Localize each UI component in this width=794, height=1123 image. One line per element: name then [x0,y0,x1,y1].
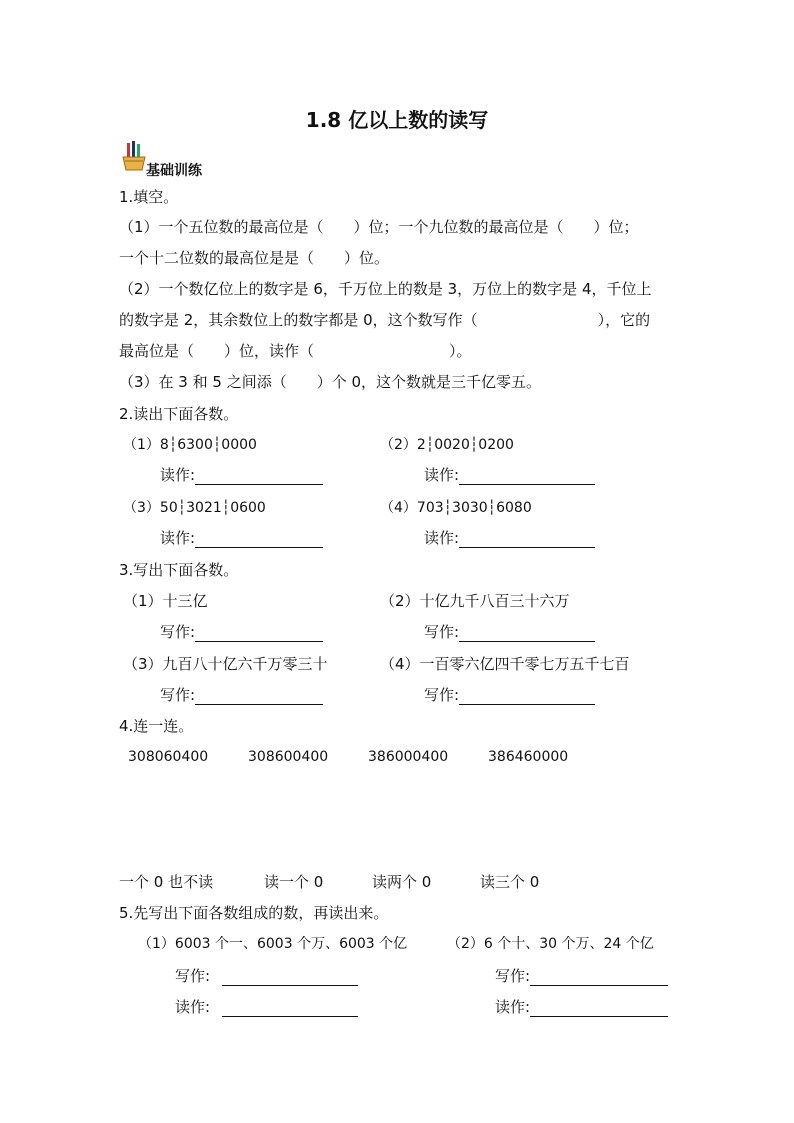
q4-option-4[interactable]: 读三个 0 [480,873,540,891]
q5-item-1: （1）6003 个一、6003 个万、6003 个亿 [138,936,408,952]
q4-option-1[interactable]: 一个 0 也不读 [119,873,214,891]
q1-part1-line1: （1）一个五位数的最高位是（ ）位；一个九位数的最高位是（ ）位； [119,218,639,236]
q5-write-2[interactable] [495,966,668,986]
q3-heading: 3.写出下面各数。 [119,561,239,579]
q4-number-4[interactable]: 386460000 [488,749,569,765]
q1-heading: 1.填空。 [119,188,179,206]
q5-heading: 5.先写出下面各数组成的数，再读出来。 [119,904,389,922]
read-label: 读作: [175,998,211,1016]
read-label: 读作: [160,529,196,547]
q1-part2-line2: 的数字是 2，其余数位上的数字都是 0，这个数写作（ ），它的 [119,311,651,329]
q5-item-2: （2）6 个十、30 个万、24 个亿 [447,936,654,952]
answer-line[interactable] [195,688,323,705]
write-label: 写作: [495,967,531,985]
answer-line[interactable] [195,531,323,548]
answer-line[interactable] [195,468,323,485]
q5-read-2[interactable] [495,997,668,1017]
answer-line[interactable] [459,468,595,485]
answer-line[interactable] [222,969,358,986]
q3-item-4: （4）一百零六亿四千零七万五千七百 [380,655,630,673]
q5-read-1[interactable] [175,997,358,1017]
q1-part3: （3）在 3 和 5 之间添（ ）个 0，这个数就是三千亿零五。 [119,373,542,391]
write-label: 写作: [160,623,196,641]
q3-answer-1[interactable] [160,622,323,642]
q2-answer-4[interactable] [424,528,595,548]
read-label: 读作: [424,466,460,484]
write-label: 写作: [160,686,196,704]
q4-number-1[interactable]: 308060400 [128,749,209,765]
read-label: 读作: [495,998,531,1016]
q3-answer-4[interactable] [424,685,595,705]
q2-item-3: （3）50┆3021┆0600 [123,500,266,516]
q1-part2-line3: 最高位是（ ）位，读作（ ）。 [119,342,472,360]
q4-heading: 4.连一连。 [119,717,194,735]
answer-line[interactable] [222,1000,358,1017]
answer-line[interactable] [459,531,595,548]
q4-option-3[interactable]: 读两个 0 [372,873,432,891]
write-label: 写作: [424,623,460,641]
q5-write-1[interactable] [175,966,358,986]
write-label: 写作: [175,967,211,985]
q4-option-2[interactable]: 读一个 0 [264,873,324,891]
answer-line[interactable] [530,1000,668,1017]
q3-answer-2[interactable] [424,622,595,642]
q1-part1-line2: 一个十二位数的最高位是是（ ）位。 [119,249,390,267]
q1-part2-line1: （2）一个数亿位上的数字是 6，千万位上的数是 3，万位上的数字是 4，千位上 [119,280,652,298]
answer-line[interactable] [530,969,668,986]
q4-number-3[interactable]: 386000400 [368,749,449,765]
answer-line[interactable] [459,688,595,705]
q2-item-2: （2）2┆0020┆0200 [380,437,514,453]
q2-item-1: （1）8┆6300┆0000 [123,437,257,453]
answer-line[interactable] [195,625,323,642]
write-label: 写作: [424,686,460,704]
q4-number-2[interactable]: 308600400 [248,749,329,765]
section-icon [121,141,147,171]
q3-item-2: （2）十亿九千八百三十六万 [380,592,570,610]
answer-line[interactable] [459,625,595,642]
q2-heading: 2.读出下面各数。 [119,405,239,423]
q3-item-1: （1）十三亿 [123,592,208,610]
q2-answer-1[interactable] [160,465,323,485]
q3-item-3: （3）九百八十亿六千万零三十 [123,655,328,673]
q2-item-4: （4）703┆3030┆6080 [380,500,532,516]
read-label: 读作: [424,529,460,547]
read-label: 读作: [160,466,196,484]
section-title: 基础训练 [146,163,202,179]
page-title: 1.8 亿以上数的读写 [305,108,489,132]
q2-answer-2[interactable] [424,465,595,485]
q2-answer-3[interactable] [160,528,323,548]
q3-answer-3[interactable] [160,685,323,705]
